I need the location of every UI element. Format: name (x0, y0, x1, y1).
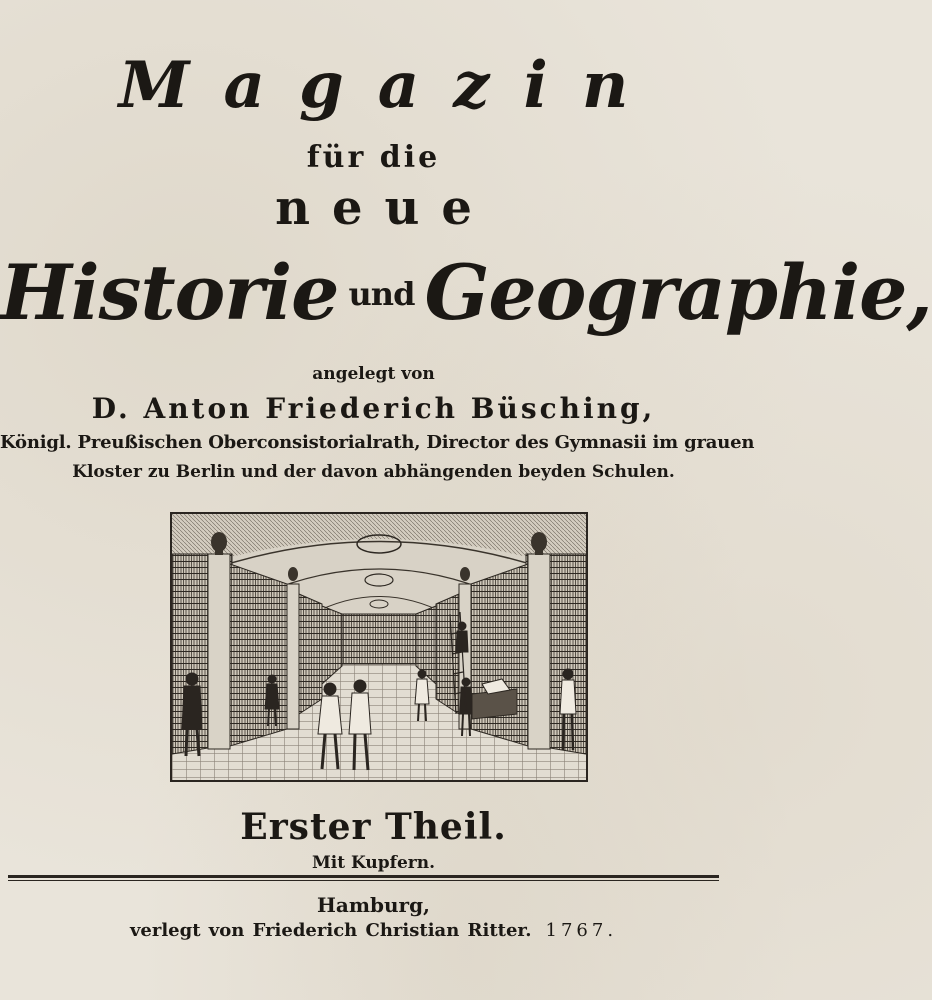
title-historie: Historie (0, 248, 339, 337)
imprint-city: Hamburg, (316, 893, 431, 917)
author-office-line2: Kloster zu Berlin und der davon abhängenden beyden Schulen. (72, 462, 675, 482)
title-und: und (348, 275, 415, 313)
imprint-year: 1767. (545, 920, 618, 941)
title-neue: neue (275, 180, 494, 236)
imprint-rule (8, 875, 719, 878)
part-note: Mit Kupfern. (311, 853, 436, 873)
author-office-line1: Königl. Preußischen Oberconsistorialrath, Director des Gymnasii im grauen (0, 432, 755, 453)
angelegt-von: angelegt von (312, 364, 435, 384)
imprint-publisher-line (0, 920, 747, 941)
part-label: Erster Theil. (240, 806, 507, 848)
title-fuer-die: für die (306, 140, 441, 175)
title-geographie: Geographie, (424, 248, 932, 337)
imprint-rule-thin (8, 880, 719, 881)
author-name: D. Anton Friederich Büsching, (91, 392, 656, 425)
title-historie-geographie (0, 248, 932, 337)
title-magazin: Magazin (118, 48, 663, 123)
library-engraving (170, 512, 588, 782)
library-hall-illustration (172, 514, 586, 780)
imprint-publisher: verlegt von Friederich Christian Ritter. (129, 920, 532, 941)
